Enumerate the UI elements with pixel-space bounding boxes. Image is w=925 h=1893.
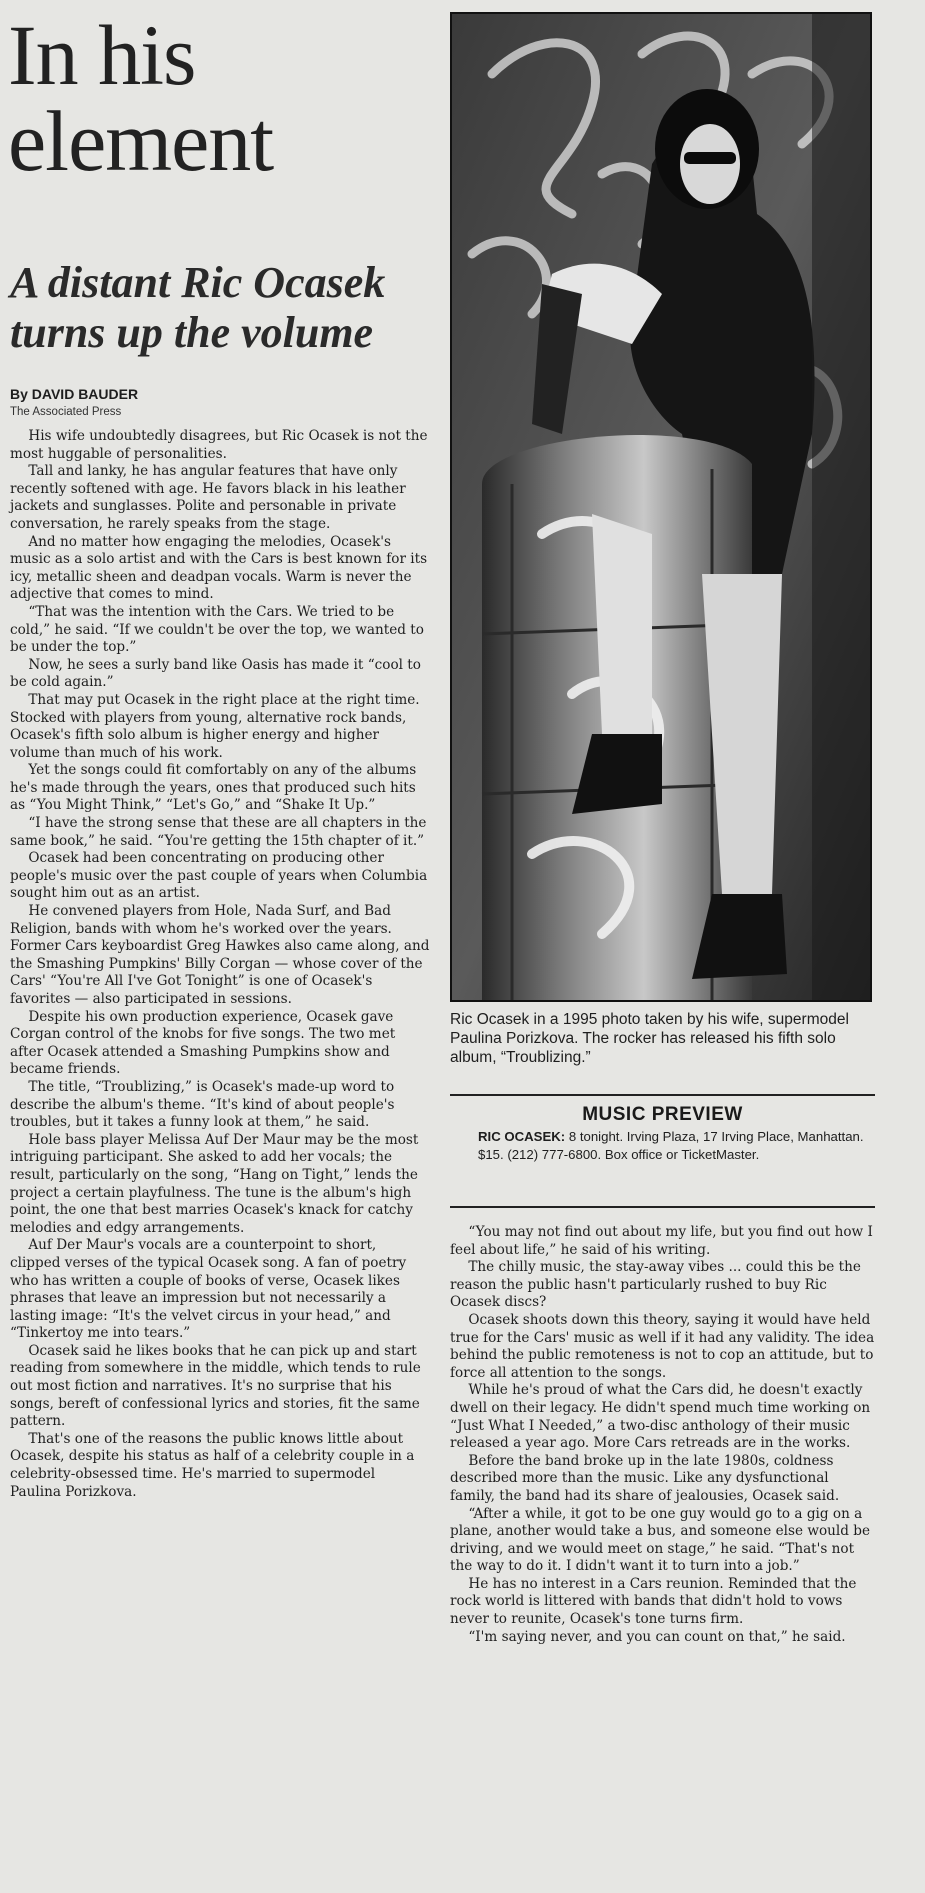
article-paragraph: Ocasek said he likes books that he can pick up and start reading from somewhere in the middle, which tends to rule out most fiction and narratives. It's no surprise that his songs, bereft of confessional lyrics and stories, fit the same pattern. bbox=[10, 1342, 421, 1430]
photo-ric-ocasek bbox=[450, 12, 872, 1002]
article-paragraph: Despite his own production experience, Ocasek gave Corgan control of the knobs for five songs. The two met after Ocasek attended a Smashing Pumpkins show and became friends. bbox=[10, 1008, 396, 1078]
article-paragraph: “You may not find out about my life, but you find out how I feel about life,” he said of his writing. bbox=[450, 1224, 873, 1258]
article-paragraph: Auf Der Maur's vocals are a counterpoint to short, clipped verses of the typical Ocasek song. A fan of poetry who has written a couple of books of verse, Ocasek likes phrases that leave an impression but not necessarily a lasting image: “It's the velvet circus in your head,” and “Tinkertoy me into tears.” bbox=[10, 1237, 407, 1342]
article-paragraph: He convened players from Hole, Nada Surf, and Bad Religion, bands with whom he's worked over the years. Former Cars keyboardist Greg Hawkes also came along, and the Smashing Pumpkins' Billy Corgan — whose cover of the Cars' “You're All I've Got Tonight” is one of Ocasek's favorites — also participated in sessions. bbox=[10, 903, 430, 1007]
divider-top bbox=[450, 1094, 875, 1096]
photo-caption: Ric Ocasek in a 1995 photo taken by his wife, supermodel Paulina Porizkova. The rocker has released his fifth solo album, “Troublizing.” bbox=[450, 1011, 849, 1066]
photo-image bbox=[452, 14, 870, 1000]
article-column-right bbox=[450, 1224, 875, 1646]
article-paragraph: That may put Ocasek in the right place at the right time. Stocked with players from young, alternative rock bands, Ocasek's fifth solo album is higher energy and higher volume than much of his work. bbox=[10, 691, 420, 761]
article-paragraph: Yet the songs could fit comfortably on any of the albums he's made through the years, ones that produced such hits as “You Might Think,” “Let's Go,” and “Shake It Up.” bbox=[10, 762, 417, 814]
article-paragraph: Now, he sees a surly band like Oasis has made it “cool to be cold again.” bbox=[10, 656, 421, 691]
article-paragraph: Tall and lanky, he has angular features that have only recently softened with age. He favors black in his leather jackets and sunglasses. Polite and personable in private conversation, he rarely speaks from the stage. bbox=[10, 463, 406, 532]
article-paragraph: He has no interest in a Cars reunion. Reminded that the rock world is littered with bands that didn't hold to vows never to reunite, Ocasek's tone turns firm. bbox=[450, 1575, 857, 1628]
article-paragraph: “I have the strong sense that these are all chapters in the same book,” he said. “You're getting the 15th chapter of it.” bbox=[10, 815, 427, 849]
article-paragraph: “That was the intention with the Cars. We tried to be cold,” he said. “If we couldn't be over the top, we wanted to be under the top.” bbox=[10, 603, 424, 656]
headline: In his element bbox=[8, 7, 274, 189]
byline: By DAVID BAUDER bbox=[10, 386, 139, 402]
article-column-left bbox=[10, 428, 430, 1501]
article-paragraph: That's one of the reasons the public knows little about Ocasek, despite his status as half of a celebrity couple in a celebrity-obsessed time. He's married to supermodel Paulina Porizkova. bbox=[10, 1430, 415, 1500]
music-preview-info: 8 tonight. Irving Plaza, 17 Irving Place, Manhattan. $15. (212) 777-6800. Box office or TicketMaster. bbox=[478, 1129, 864, 1162]
subhead: A distant Ric Ocasek turns up the volume bbox=[10, 258, 386, 357]
music-preview-name: RIC OCASEK: bbox=[478, 1129, 566, 1144]
article-paragraph: “After a while, it got to be one guy would go to a gig on a plane, another would take a bus, and someone else would be driving, and we would meet on stage,” he said. “That's not the way to do it. I didn't want it to turn into a job.” bbox=[450, 1505, 871, 1575]
article-paragraph: Ocasek had been concentrating on producing other people's music over the past couple of years when Columbia sought him out as an artist. bbox=[10, 850, 428, 902]
article-paragraph: His wife undoubtedly disagrees, but Ric Ocasek is not the most huggable of personalities. bbox=[10, 428, 428, 462]
music-preview-details bbox=[478, 1128, 870, 1164]
article-paragraph: Before the band broke up in the late 1980s, coldness described more than the music. Like any dysfunctional family, the band had its share of jealousies, Ocasek said. bbox=[450, 1452, 840, 1504]
article-paragraph: While he's proud of what the Cars did, he doesn't exactly dwell on their legacy. He didn't spend much time working on “Just What I Needed,” a two-disc anthology of their music released a year ago. More Cars retreads are in the works. bbox=[450, 1382, 871, 1452]
byline-affiliation: The Associated Press bbox=[10, 406, 122, 418]
article-paragraph: And no matter how engaging the melodies, Ocasek's music as a solo artist and with the Cars is best known for its icy, metallic sheen and deadpan vocals. Warm is never the adjective that comes to mind. bbox=[10, 533, 428, 603]
divider-bottom bbox=[450, 1206, 875, 1208]
article-paragraph: Hole bass player Melissa Auf Der Maur may be the most intriguing participant. She asked to add her vocals; the result, particularly on the song, “Hang on Tight,” lends the project a certain playfulness. The tune is the album's high point, the one that best marries Ocasek's knack for catchy melodies and edgy arrangements. bbox=[10, 1131, 419, 1236]
article-paragraph: “I'm saying never, and you can count on that,” he said. bbox=[468, 1628, 846, 1645]
article-paragraph: Ocasek shoots down this theory, saying it would have held true for the Cars' music as well if it had any validity. The idea behind the public remoteness is not to cop an attitude, but to force all attention to the songs. bbox=[450, 1311, 875, 1381]
article-paragraph: The title, “Troublizing,” is Ocasek's made-up word to describe the album's theme. “It's kind of about people's troubles, but it takes a funny look at them,” he said. bbox=[10, 1078, 395, 1131]
article-paragraph: The chilly music, the stay-away vibes ... could this be the reason the public hasn't particularly rushed to buy Ric Ocasek discs? bbox=[450, 1259, 861, 1311]
music-preview-title: MUSIC PREVIEW bbox=[582, 1104, 743, 1125]
